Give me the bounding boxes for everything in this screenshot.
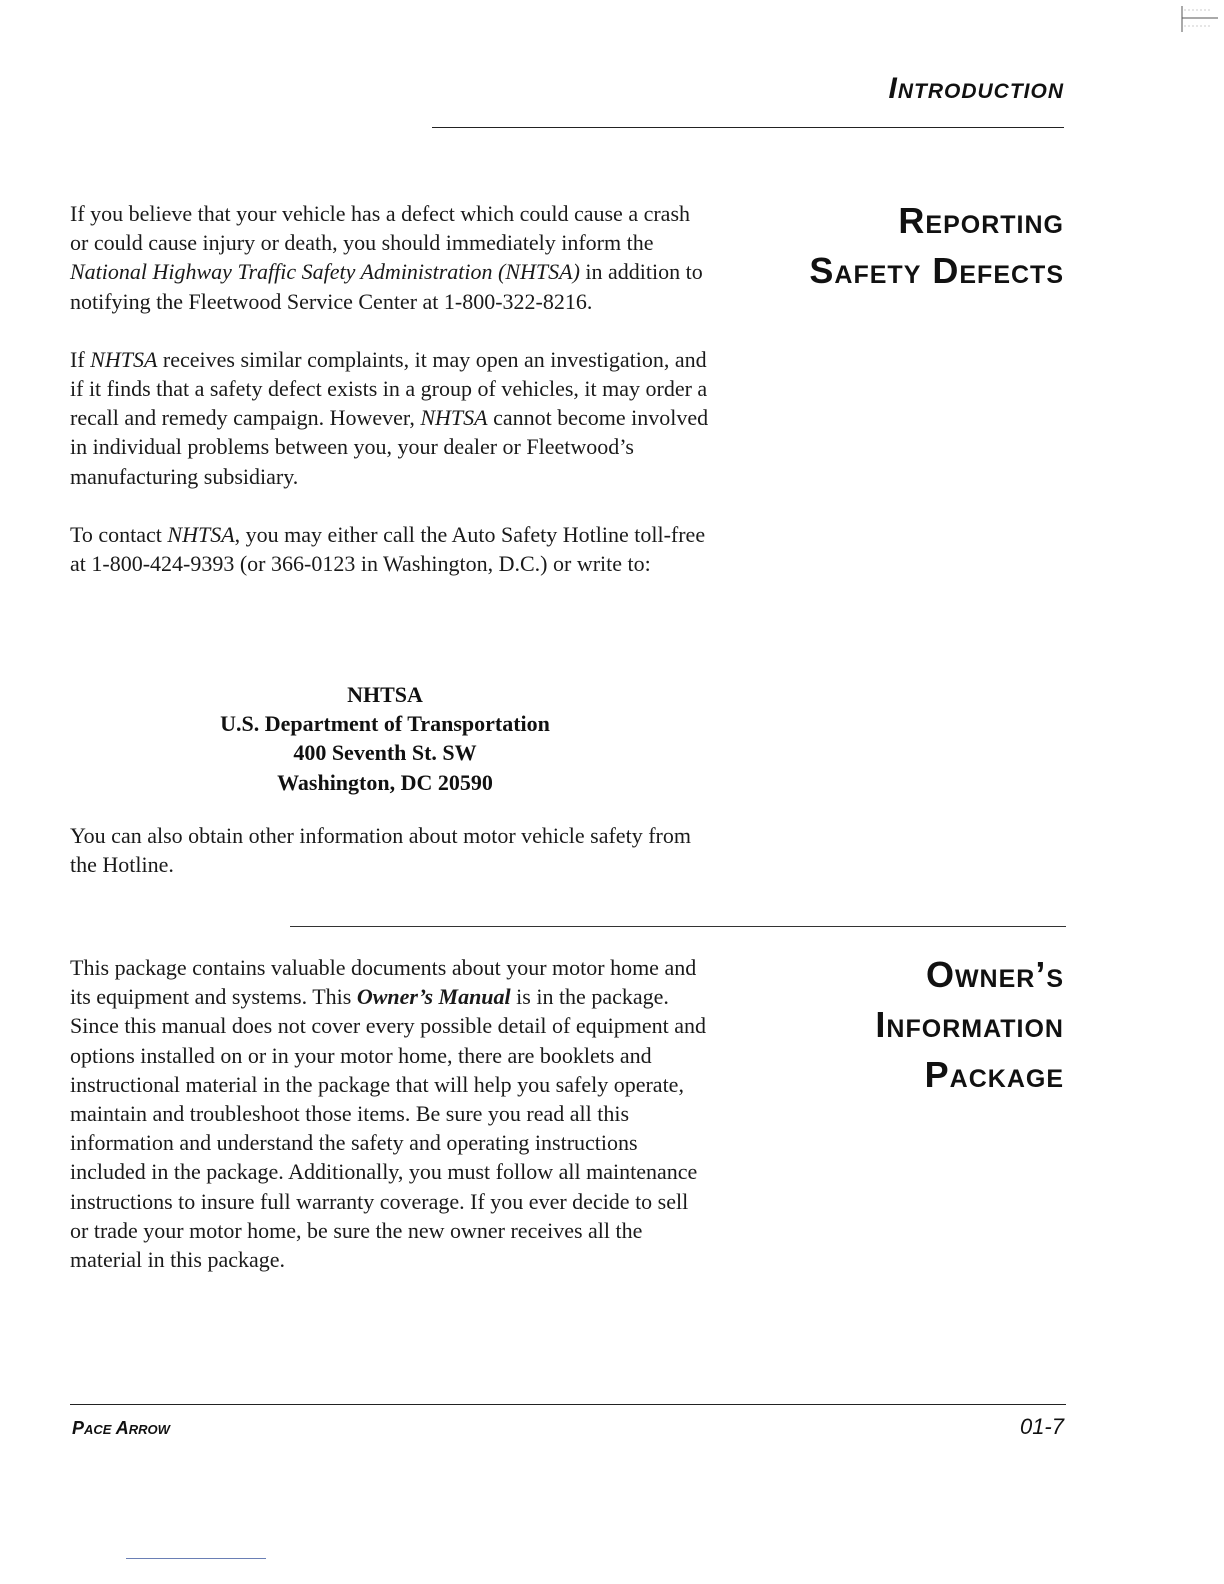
text-run: receives similar complaints, it may open an investigation, and if it finds that a safety defect exists in a group of vehicles, it may order a recall and remedy campaign. However, xyxy=(70,346,708,431)
owners-body xyxy=(70,953,710,1274)
section-divider xyxy=(290,926,1066,927)
text-run: This package contains valuable documents about your motor home and its equipment and systems. This xyxy=(70,955,697,1010)
page-number: 01-7 xyxy=(1019,1414,1064,1439)
text-run: in addition to notifying the Fleetwood Service Center at 1-800-322-8216. xyxy=(70,259,703,314)
heading-line: Reporting xyxy=(898,200,1064,241)
agency-name: National Highway Traffic Safety Administration (NHTSA) xyxy=(70,259,580,285)
text-run: cannot become involved in individual problems between you, your dealer or Fleetwood’s manufacturing subsidiary. xyxy=(70,405,709,489)
address-line: NHTSA xyxy=(347,682,423,707)
heading-line: Owner’s xyxy=(925,954,1064,995)
text-run: , you may either call the Auto Safety Hotline toll-free at 1-800-424-9393 (or 366-0123 in Washington, D.C.) or write to: xyxy=(70,521,706,577)
text-run: To contact xyxy=(70,521,168,547)
text-run: is in the package. Since this manual does not cover every possible detail of equipment and options installed on or in your motor home, there are booklets and instructional material in the package that will help you safely operate, maintain and troubleshoot those items. Be sure you read all this information and understand the safety and operating instructions included in the package. Additionally, you must follow all maintenance instructions to insure full warranty coverage. If you ever decide to sell or trade your motor home, be sure the new owner receives all the material in this package. xyxy=(70,984,707,1273)
page-header-title: Introduction xyxy=(888,72,1064,105)
safety-paragraph-2 xyxy=(70,345,710,491)
address-line: 400 Seventh St. SW xyxy=(293,740,477,766)
address-line: Washington, DC 20590 xyxy=(277,769,493,795)
address-line: U.S. Department of Transportation xyxy=(220,711,550,737)
agency-abbr: NHTSA xyxy=(90,346,158,372)
bottom-scan-line xyxy=(126,1558,266,1559)
header-rule xyxy=(432,127,1064,128)
safety-body xyxy=(70,199,710,578)
heading-line: Information xyxy=(875,1004,1064,1045)
heading-line: Safety Defects xyxy=(809,250,1064,291)
nhtsa-mailing-address xyxy=(70,680,700,797)
manual-title: Owner’s Manual xyxy=(356,984,511,1010)
section-heading-reporting-safety-defects xyxy=(704,196,1064,296)
heading-line: Package xyxy=(924,1054,1064,1095)
corner-registration-mark xyxy=(1180,4,1220,34)
footer-product-name: Pace Arrow xyxy=(72,1418,170,1438)
text-run: If xyxy=(70,346,91,372)
owners-paragraph-1 xyxy=(70,953,710,1274)
safety-paragraph-3 xyxy=(70,520,710,578)
footer-rule xyxy=(70,1404,1066,1405)
safety-paragraph-1 xyxy=(70,199,710,316)
section-heading-owners-information-package xyxy=(704,950,1064,1100)
agency-abbr: NHTSA xyxy=(167,521,235,547)
text-run: If you believe that your vehicle has a defect which could cause a crash or could cause injury or death, you should immediately inform the xyxy=(70,201,691,256)
safety-paragraph-4 xyxy=(70,821,710,879)
agency-abbr: NHTSA xyxy=(420,405,488,431)
text-run: You can also obtain other information about motor vehicle safety from the Hotline. xyxy=(70,823,691,878)
